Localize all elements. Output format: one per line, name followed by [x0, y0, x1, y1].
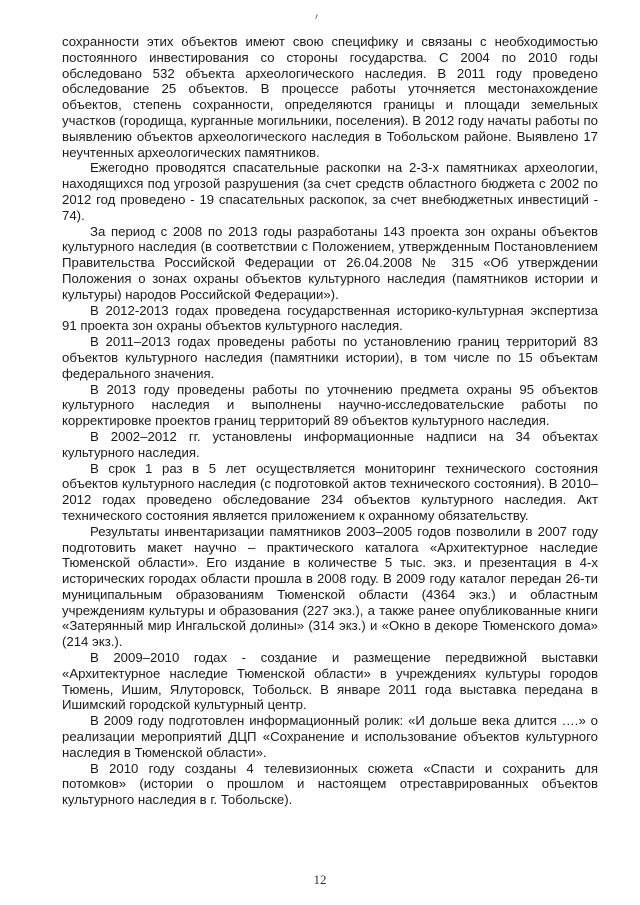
paragraph: В 2002–2012 гг. установлены информационные надписи на 34 объектах культурного наследия.	[62, 428, 598, 460]
paragraph: В 2012-2013 годах проведена государственная историко-культурная экспертиза 91 проекта зон охраны объектов культурного наследия.	[62, 302, 598, 334]
paragraph: В срок 1 раз в 5 лет осуществляется мониторинг технического состояния объектов культурного наследия (с подготовкой актов технического состояния). В 2010–2012 годах проведено обследование 234 объектов культурного наследия. Акт технического состояния является приложением к охранному обязательству.	[62, 460, 598, 523]
paragraph: Результаты инвентаризации памятников 2003–2005 годов позволили в 2007 году подготовить макет научно – практического каталога «Архитектурное наследие Тюменской области». Его издание в количестве 5 тыс. экз. и презентация в 4-х исторических городах области прошла в 2008 году. В 2009 году каталог передан 26-ти муниципальным образованиям Тюменской области (4364 экз.) и областным учреждениям культуры и образования (227 экз.), а также ранее опубликованные книги «Затерянный мир Ингальской долины» (314 экз.) и «Окно в декоре Тюменского дома» (214 экз.).	[62, 523, 598, 650]
document-body	[62, 34, 598, 808]
paragraph: В 2009 году подготовлен информационный ролик: «И дольше века длится ….» о реализации мероприятий ДЦП «Сохранение и использование объектов культурного наследия в Тюменской области».	[62, 713, 598, 760]
paragraph: В 2009–2010 годах - создание и размещение передвижной выставки «Архитектурное наследие Тюменской области» в учреждениях культуры городов Тюмень, Ишим, Ялуторовск, Тобольск. В январе 2011 года выставка передана в Ишимский городской культурный центр.	[62, 650, 598, 713]
page-number: 12	[313, 872, 327, 887]
scan-speck	[315, 14, 318, 19]
paragraph: сохранности этих объектов имеют свою специфику и связаны с необходимостью постоянного инвестирования со стороны государства. С 2004 по 2010 годы обследовано 532 объекта археологического наследия. В 2011 году проведено обследование 25 объектов. В процессе работы уточняется местонахождение объектов, степень сохранности, определяются границы и площади земельных участков (городища, курганные могильники, поселения). В 2012 году начаты работы по выявлению объектов археологического наследия в Тобольском районе. Выявлено 17 неучтенных археологических памятников.	[62, 34, 598, 160]
paragraph: За период с 2008 по 2013 годы разработаны 143 проекта зон охраны объектов культурного наследия (в соответствии с Положением, утвержденным Постановлением Правительства Российской Федерации от 26.04.2008 № 315 «Об утверждении Положения о зонах охраны объектов культурного наследия (памятников истории и культуры) народов Российской Федерации»).	[62, 223, 598, 302]
paragraph: В 2011–2013 годах проведены работы по установлению границ территорий 83 объектов культурного наследия (памятники истории), в том числе по 15 объектам федерального значения.	[62, 334, 598, 381]
paragraph: В 2013 году проведены работы по уточнению предмета охраны 95 объектов культурного наследия и выполнены научно-исследовательские работы по корректировке проектов границ территорий 89 объектов культурного наследия.	[62, 381, 598, 429]
paragraph: В 2010 году созданы 4 телевизионных сюжета «Спасти и сохранить для потомков» (истории о прошлом и настоящем отреставрированных объектов культурного наследия в г. Тобольске).	[62, 760, 598, 808]
paragraph: Ежегодно проводятся спасательные раскопки на 2-3-х памятниках археологии, находящихся под угрозой разрушения (за счет средств областного бюджета с 2002 по 2012 год проведено - 19 спасательных раскопок, за счет внебюджетных инвестиций - 74).	[62, 160, 598, 223]
